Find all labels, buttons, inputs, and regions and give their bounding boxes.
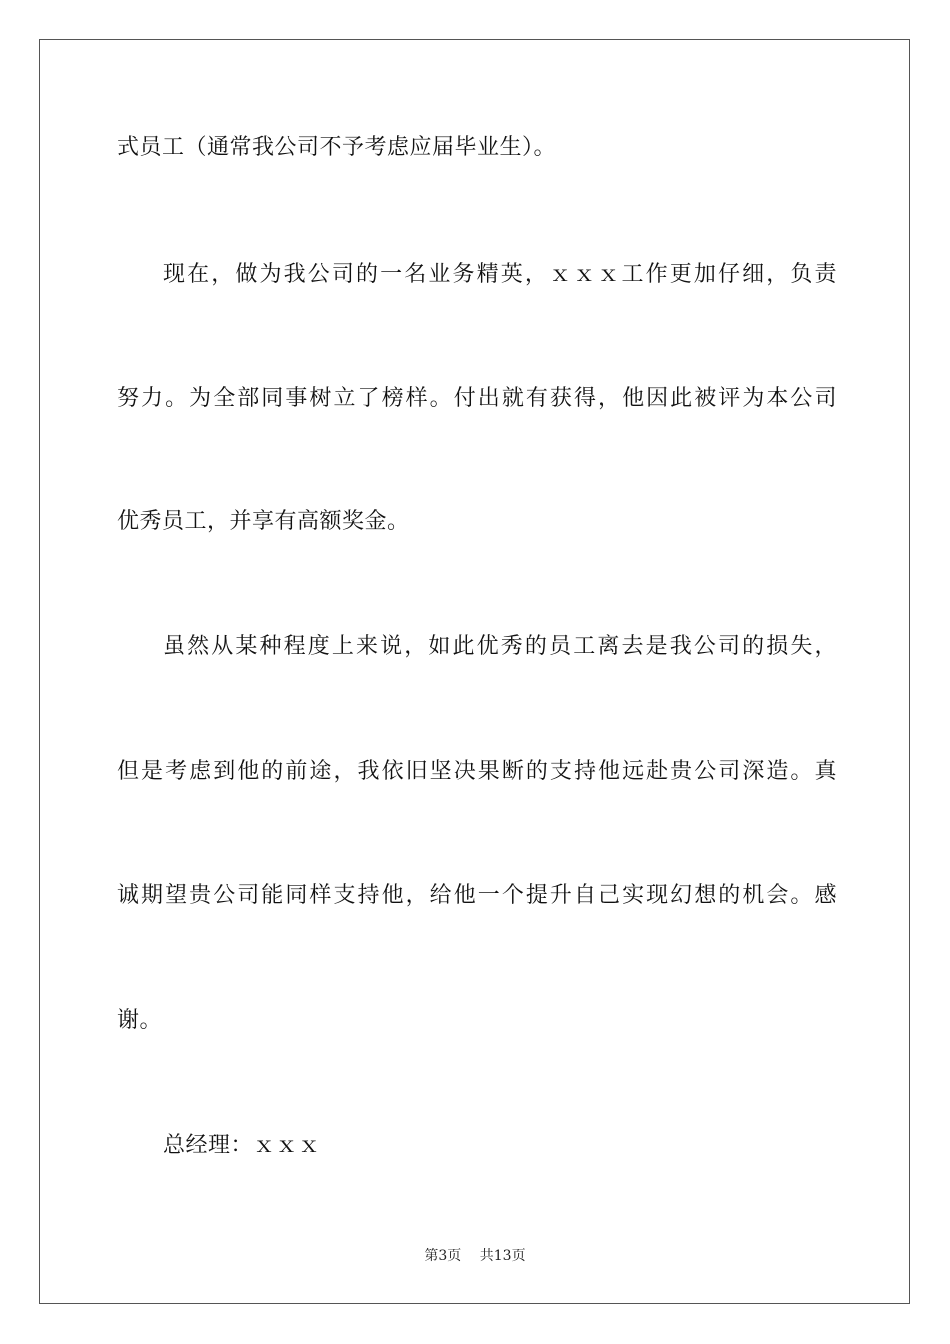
page-total: 共13页	[479, 1248, 526, 1264]
text-line-1: 式员工（通常我公司不予考虑应届毕业生）。	[117, 135, 557, 160]
page-number: 第3页	[424, 1248, 462, 1264]
text-line-8: 谢。	[117, 1008, 163, 1033]
text-line-4: 优秀员工，并享有高额奖金。	[117, 509, 410, 534]
signature-line: 总经理：ｘｘｘ	[163, 1133, 321, 1158]
text-line-6: 但是考虑到他的前途，我依旧坚决果断的支持他远赴贵公司深造。真	[117, 759, 837, 784]
text-line-5: 虽然从某种程度上来说，如此优秀的员工离去是我公司的损失，	[163, 634, 837, 659]
page-footer	[0, 1247, 950, 1265]
text-line-3: 努力。为全部同事树立了榜样。付出就有获得，他因此被评为本公司	[117, 386, 837, 411]
page-frame	[39, 39, 910, 1304]
text-line-7: 诚期望贵公司能同样支持他，给他一个提升自己实现幻想的机会。感	[117, 883, 837, 908]
text-line-2: 现在，做为我公司的一名业务精英，ｘｘｘ工作更加仔细，负责	[163, 262, 837, 287]
